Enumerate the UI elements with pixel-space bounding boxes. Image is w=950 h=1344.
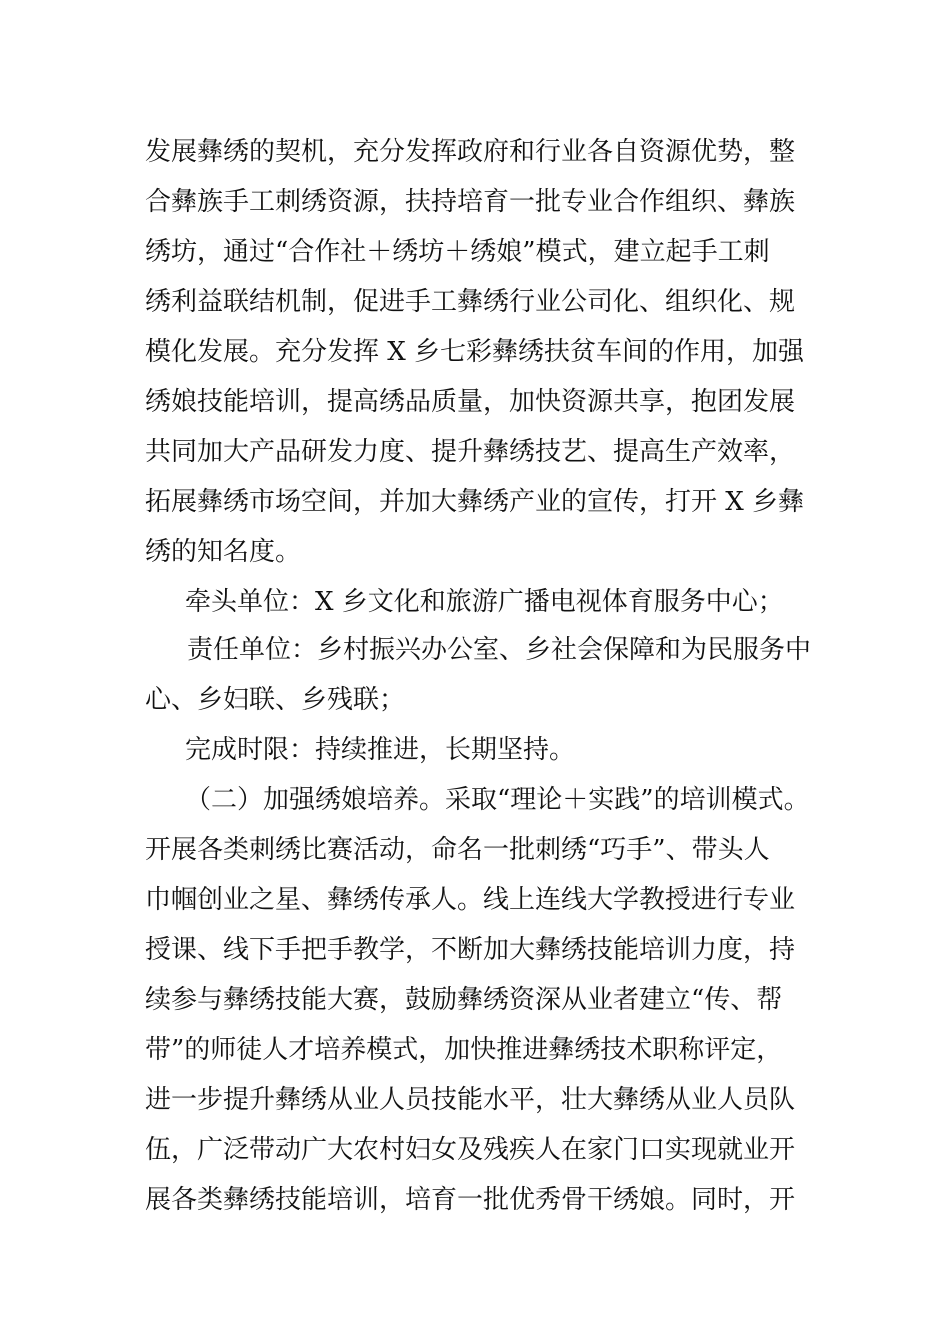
text-line-3: 绣坊，通过“合作社＋绣坊＋绣娘”模式，建立起手工刺 [145,237,770,267]
text-line-1: 发展彝绣的契机，充分发挥政府和行业各自资源优势，整 [145,137,796,167]
text-line-18: 续参与彝绣技能大赛，鼓励彝绣资深从业者建立“传、帮 [145,985,783,1015]
text-line-17: 授课、线下手把手教学，不断加大彝绣技能培训力度，持 [145,935,796,965]
responsible-unit-continuation: 心、乡妇联、乡残联； [145,685,406,715]
text-line-6: 绣娘技能培训，提高绣品质量，加快资源共享，抱团发展 [145,387,796,417]
section-heading-line: （二）加强绣娘培养。采取“理论＋实践”的培训模式。 [185,785,810,815]
text-line-19: 带”的师徒人才培养模式，加快推进彝绣技术职称评定， [145,1035,783,1065]
text-line-15: 开展各类刺绣比赛活动，命名一批刺绣“巧手”、带头人 [145,835,770,865]
responsible-unit-line: 责任单位：乡村振兴办公室、乡社会保障和为民服务中 [187,635,812,665]
text-line-22: 展各类彝绣技能培训，培育一批优秀骨干绣娘。同时，开 [145,1185,796,1215]
text-line-16: 巾帼创业之星、彝绣传承人。线上连线大学教授进行专业 [145,885,796,915]
lead-unit-line: 牵头单位：X 乡文化和旅游广播电视体育服务中心； [185,587,784,617]
text-line-20: 进一步提升彝绣从业人员技能水平，壮大彝绣从业人员队 [145,1085,796,1115]
text-line-2: 合彝族手工刺绣资源，扶持培育一批专业合作组织、彝族 [145,187,796,217]
deadline-line: 完成时限：持续推进，长期坚持。 [185,735,576,765]
text-line-9: 绣的知名度。 [145,537,302,567]
text-line-21: 伍，广泛带动广大农村妇女及残疾人在家门口实现就业开 [145,1135,796,1165]
text-line-7: 共同加大产品研发力度、提升彝绣技艺、提高生产效率， [145,437,796,467]
text-line-4: 绣利益联结机制，促进手工彝绣行业公司化、组织化、规 [145,287,796,317]
text-line-8: 拓展彝绣市场空间，并加大彝绣产业的宣传，打开 X 乡彝 [145,487,805,517]
text-line-5: 模化发展。充分发挥 X 乡七彩彝绣扶贫车间的作用，加强 [145,337,805,367]
